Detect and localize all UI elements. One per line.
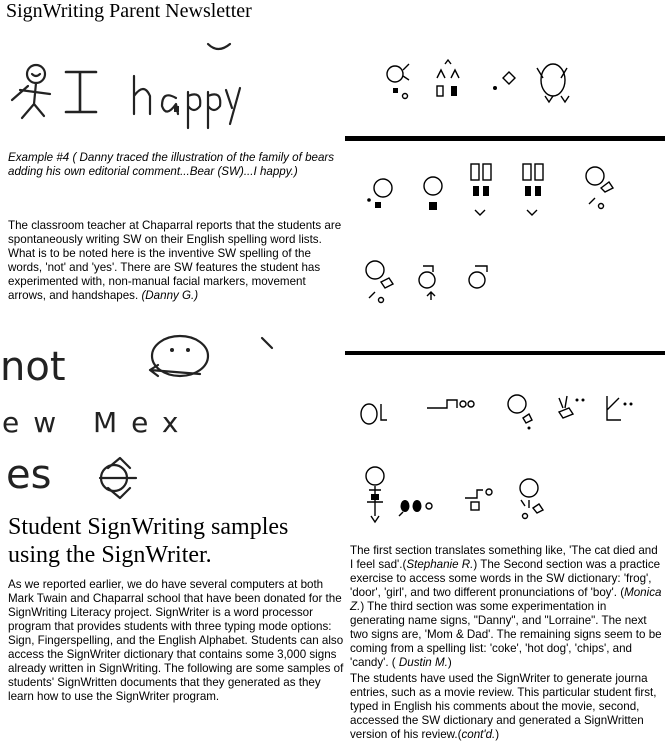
sw-sign-3: [493, 72, 515, 90]
sw-sign-girl: [471, 164, 491, 215]
sw-sign-boy-2: [586, 167, 613, 209]
classroom-paragraph-text: The classroom teacher at Chaparral reports that the students are spontaneously writing SW on their English spelling word lists. What is to be noted here is the inventive SW spelling of the words, 'not' and 'yes'. There are SW features the student has experimented with, non-manual facial markers, movement arrows, and handshapes.: [8, 219, 342, 302]
handwritten-spelling-drawing: [0, 330, 300, 510]
p3-text-3: ) The third section was some experimentation in generating name signs, "Danny", and "Lorraine". The next two signs are, 'Mom & Dad'. The remaining signs seem to be coming from a spelling list: 'coke', 'hot dog', 'chips', and 'candy'. (: [350, 600, 662, 669]
classroom-paragraph-credit: (Danny G.): [141, 289, 199, 302]
newsletter-title: SignWriting Parent Newsletter: [6, 0, 252, 22]
sw-sign-boy-1: [523, 164, 543, 215]
handwritten-not: not: [0, 344, 66, 390]
p3-text-4: ): [447, 656, 452, 669]
credit-stephanie: Stephanie R.: [406, 558, 474, 571]
sw-sign-movie-4: [520, 479, 543, 519]
sw-sign-1: [387, 64, 409, 99]
sw-sign-coke: [361, 404, 387, 424]
section-divider-2: [345, 351, 665, 355]
credit-monica: Monica Z.: [350, 586, 662, 613]
movie-review-paragraph: [350, 672, 662, 742]
sw-sign-door: [424, 177, 442, 210]
p4-text-2: ): [495, 728, 500, 741]
p4-contd: cont'd.: [461, 728, 496, 741]
sw-sign-2: [437, 60, 459, 96]
sw-sign-frog: [367, 179, 392, 208]
handwritten-ew-mex: ew Mex: [2, 406, 193, 439]
sw-sign-movie-1: [366, 467, 384, 522]
p3-text-2: ) The Second section was a practice exercise to access some words in the SW dictionary: 'frog', 'door', 'girl', and two different pronunciations of 'boy'. (: [350, 558, 661, 599]
sw-sign-lorraine: [419, 266, 435, 300]
classroom-paragraph: [8, 219, 343, 303]
signwriting-samples: [345, 30, 665, 535]
section-heading: Student SignWriting samples using the SignWriter.: [8, 514, 289, 568]
sw-sign-movie-3: [465, 489, 492, 510]
sw-sign-candy: [559, 396, 585, 418]
section-divider-1: [345, 136, 665, 141]
sw-sign-danny: [366, 261, 393, 303]
sw-sign-mom-dad: [469, 266, 487, 288]
sw-sign-movie-2: [399, 500, 432, 516]
sw-sign-hot-dog: [427, 400, 474, 408]
credit-dustin: Dustin M.: [398, 656, 448, 669]
handwritten-i-happy-drawing: [8, 40, 258, 130]
sw-sign-extra: [607, 396, 633, 420]
p4-text-1: The students have used the SignWriter to generate journa entries, such as a movie review. This particular student first, typed in English his comments about the movie, second, accessed the SW dictionary and generated a SignWritten version of his review.(: [350, 672, 657, 741]
sw-sign-4: [537, 64, 569, 102]
p3-text-1: The first section translates something like, 'The cat died and I feel sad'.(: [350, 544, 658, 571]
handwritten-es: es: [6, 452, 52, 498]
example-caption: Example #4 ( Danny traced the illustration of the family of bears adding his own editorial comment...Bear (SW)...I happy.): [8, 151, 335, 178]
samples-explanation-paragraph: [350, 544, 662, 670]
sw-sign-chips: [508, 395, 532, 430]
computers-paragraph: As we reported earlier, we do have several computers at both Mark Twain and Chaparral school that have been donated for the SignWriting Literacy project. SignWriter is a word processor program that provides students with three typing mode options: Sign, Fingerspelling, and the English Alphabet. Students can also access the SignWriter dictionary that contains some 3,000 signs already written in SignWriting. The following are some samples of students' SignWritten documents that they generated as they learn how to use the SignWriter program.: [8, 578, 344, 703]
